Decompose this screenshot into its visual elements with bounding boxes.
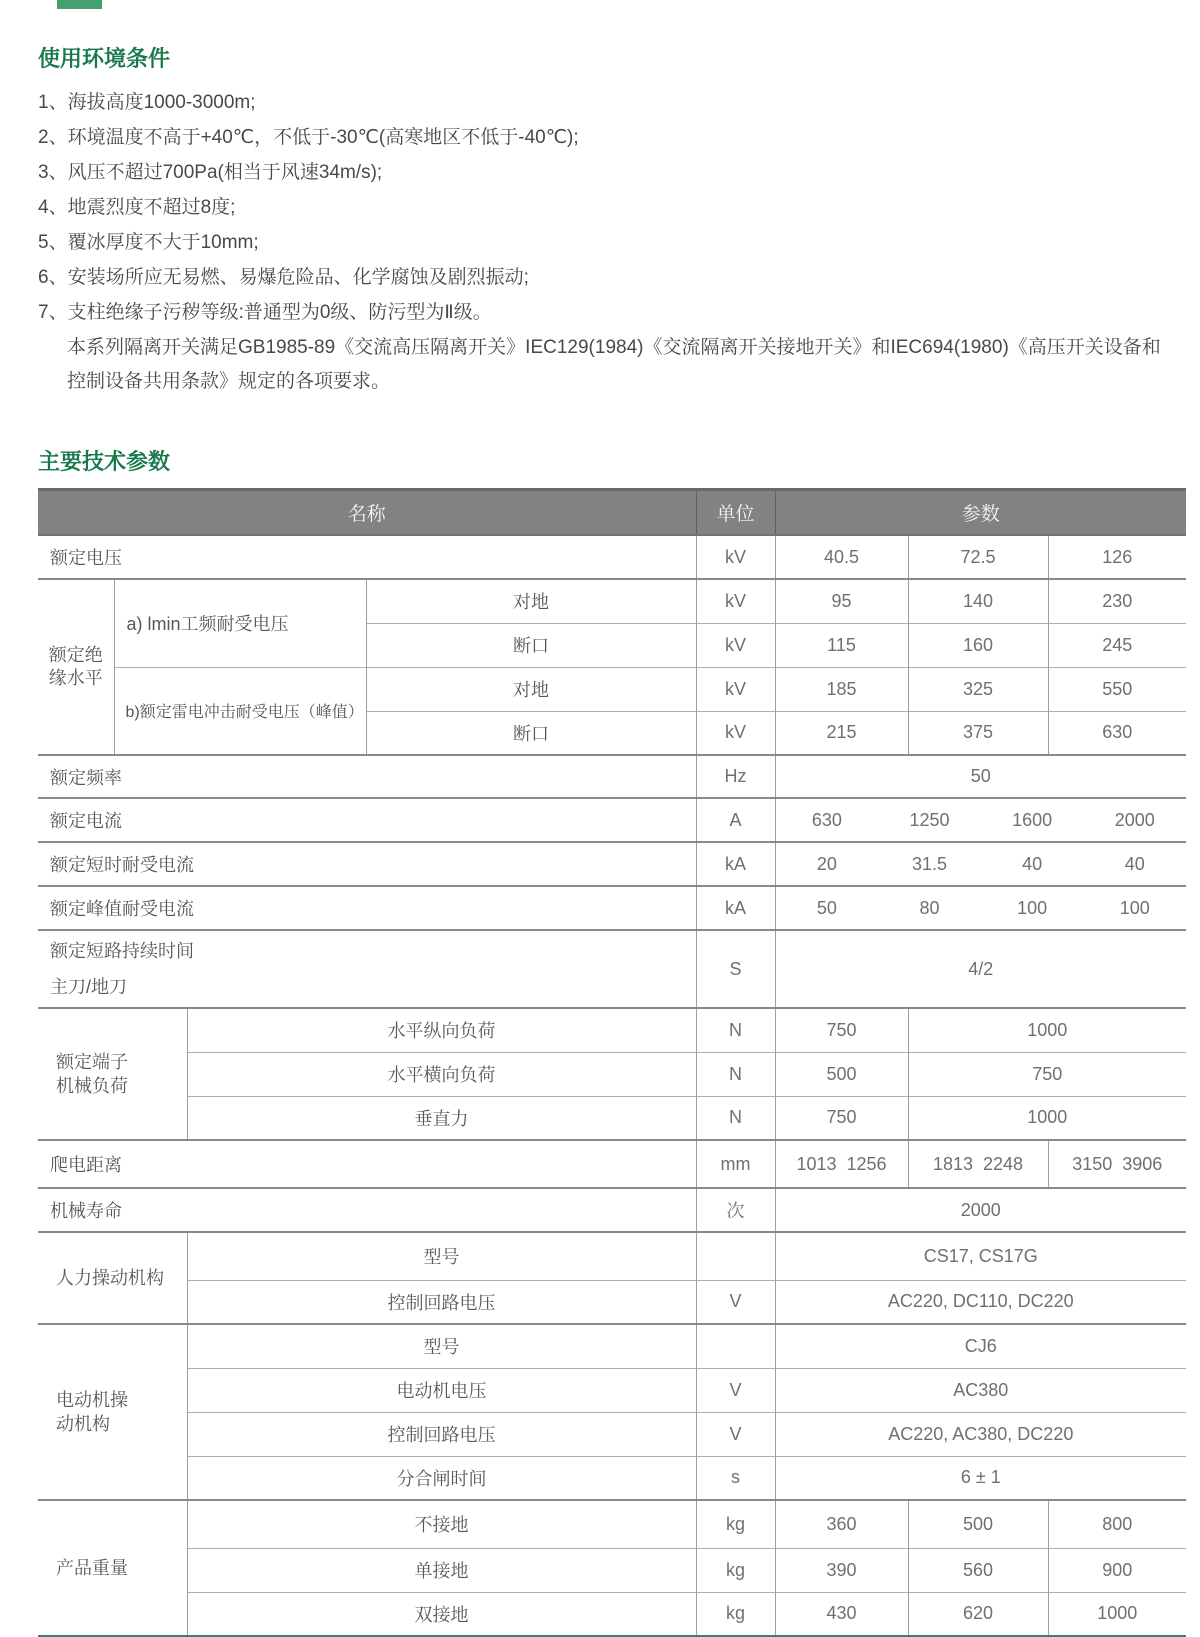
- value: 100: [1017, 897, 1048, 918]
- row-mechanical-life: [38, 1188, 1186, 1232]
- unit-cell: s: [696, 1456, 775, 1500]
- row-label: [38, 930, 696, 1008]
- sub-label: 双接地: [187, 1592, 696, 1636]
- env-item-1: 1、海拔高度1000-3000m;: [38, 92, 256, 113]
- row-rated-voltage: [38, 535, 1186, 579]
- unit-cell: N: [696, 1008, 775, 1052]
- unit-cell: kV: [696, 535, 775, 579]
- value: 31.5: [911, 853, 947, 874]
- row-peak-current: [38, 886, 1186, 930]
- row-terminal-load-3: [38, 1096, 1186, 1140]
- sub-label: 不接地: [187, 1500, 696, 1548]
- value: 50: [816, 897, 837, 918]
- value-cell: 185: [775, 667, 908, 711]
- sub-label: 断口: [366, 711, 696, 755]
- page-content: [38, 0, 1186, 1637]
- unit-cell: Hz: [696, 755, 775, 798]
- value-cell-group: [775, 886, 1186, 930]
- unit-cell: A: [696, 798, 775, 842]
- group-label-line1: 电动机操: [56, 1390, 128, 1410]
- sub-group-label-b: b)额定雷电冲击耐受电压（峰值）: [114, 667, 366, 755]
- value-cell: 95: [775, 579, 908, 623]
- value: 1600: [1012, 809, 1053, 830]
- value-cell: 375: [908, 711, 1048, 755]
- value-cell: AC220, AC380, DC220: [775, 1412, 1186, 1456]
- env-item-7: 7、支柱绝缘子污秽等级:普通型为0级、防污型为Ⅱ级。: [38, 302, 492, 323]
- header-param: 参数: [775, 490, 1186, 536]
- row-rated-current: [38, 798, 1186, 842]
- value: 2000: [1114, 809, 1155, 830]
- row-terminal-load-2: [38, 1052, 1186, 1096]
- value-cell: CJ6: [775, 1324, 1186, 1368]
- value: 40: [1022, 853, 1043, 874]
- unit-cell: kg: [696, 1500, 775, 1548]
- row-motor-mechanism-3: [38, 1412, 1186, 1456]
- sub-label: 控制回路电压: [187, 1412, 696, 1456]
- unit-cell: N: [696, 1052, 775, 1096]
- group-label-line1: 额定端子: [56, 1052, 128, 1072]
- value-cell: 750: [775, 1008, 908, 1052]
- sub-label: 水平纵向负荷: [187, 1008, 696, 1052]
- sub-label: 型号: [187, 1324, 696, 1368]
- row-rated-frequency: [38, 755, 1186, 798]
- header-name: 名称: [38, 490, 696, 536]
- unit-cell: kV: [696, 667, 775, 711]
- row-label: 额定电压: [50, 548, 122, 568]
- value-cell: 245: [1048, 623, 1186, 667]
- unit-cell: V: [696, 1280, 775, 1324]
- value-cell: 560: [908, 1548, 1048, 1592]
- unit-cell: 次: [696, 1188, 775, 1232]
- value-cell: 390: [775, 1548, 908, 1592]
- value-cell: 430: [775, 1592, 908, 1636]
- value-cell: 1000: [1048, 1592, 1186, 1636]
- value-cell: 72.5: [908, 535, 1048, 579]
- unit-cell: V: [696, 1368, 775, 1412]
- value: 20: [816, 853, 837, 874]
- tech-section-title: 主要技术参数: [38, 449, 171, 474]
- value-cell: 215: [775, 711, 908, 755]
- value-cell: 140: [908, 579, 1048, 623]
- unit-cell: kA: [696, 886, 775, 930]
- value-cell: 50: [775, 755, 1186, 798]
- row-motor-mechanism-1: [38, 1324, 1186, 1368]
- value: 40: [1124, 853, 1145, 874]
- unit-cell: kV: [696, 579, 775, 623]
- row-terminal-load-1: [38, 1008, 1186, 1052]
- unit-cell: kV: [696, 623, 775, 667]
- env-item-6: 6、安装场所应无易燃、易爆危险品、化学腐蚀及剧烈振动;: [38, 267, 529, 288]
- sub-label: 断口: [366, 623, 696, 667]
- row-label: 爬电距离: [38, 1140, 696, 1188]
- sub-label: 控制回路电压: [187, 1280, 696, 1324]
- value: 1250: [909, 809, 950, 830]
- row-short-time-current: [38, 842, 1186, 886]
- value-cell: 630: [1048, 711, 1186, 755]
- value-cell: 750: [908, 1052, 1186, 1096]
- tech-parameters-table: [38, 488, 1186, 1637]
- sub-label: 垂直力: [187, 1096, 696, 1140]
- value-cell: 325: [908, 667, 1048, 711]
- row-label: 额定短时耐受电流: [38, 842, 696, 886]
- value-cell-group: [775, 842, 1186, 886]
- header-unit: 单位: [696, 490, 775, 536]
- row-label: 额定频率: [38, 755, 696, 798]
- env-section-title: 使用环境条件: [38, 46, 171, 71]
- sub-label: 对地: [366, 579, 696, 623]
- value-cell: CS17, CS17G: [775, 1232, 1186, 1280]
- unit-cell: kV: [696, 711, 775, 755]
- value-cell: AC380: [775, 1368, 1186, 1412]
- row-insulation-b-ground: [38, 667, 1186, 711]
- group-label-line2: 缘水平: [48, 668, 103, 688]
- value-cell: 160: [908, 623, 1048, 667]
- value-cell: 550: [1048, 667, 1186, 711]
- table-header-row: [38, 490, 1186, 536]
- row-product-weight-3: [38, 1592, 1186, 1636]
- row-manual-mechanism-1: [38, 1232, 1186, 1280]
- value-cell: 1000: [908, 1008, 1186, 1052]
- sub-label: 单接地: [187, 1548, 696, 1592]
- value-cell: 1813 2248: [908, 1140, 1048, 1188]
- row-insulation-a-ground: [38, 579, 1186, 623]
- env-item-2: 2、环境温度不高于+40℃，不低于-30℃(高寒地区不低于-40℃);: [38, 127, 579, 148]
- value-cell: 1000: [908, 1096, 1186, 1140]
- value-cell: 6 ± 1: [775, 1456, 1186, 1500]
- value: 80: [919, 897, 940, 918]
- value-cell: 230: [1048, 579, 1186, 623]
- sub-label: 对地: [366, 667, 696, 711]
- unit-cell: kA: [696, 842, 775, 886]
- group-label-motor-mechanism: [38, 1324, 187, 1500]
- value-cell: 4/2: [775, 930, 1186, 1008]
- row-creepage-distance: [38, 1140, 1186, 1188]
- sub-label: 电动机电压: [187, 1368, 696, 1412]
- row-motor-mechanism-4: [38, 1456, 1186, 1500]
- value-cell: 500: [775, 1052, 908, 1096]
- env-item-3: 3、风压不超过700Pa(相当于风速34m/s);: [38, 162, 383, 183]
- env-item-4: 4、地震烈度不超过8度;: [38, 197, 236, 218]
- row-label: 机械寿命: [38, 1188, 696, 1232]
- row-motor-mechanism-2: [38, 1368, 1186, 1412]
- value-cell: 360: [775, 1500, 908, 1548]
- group-label-terminal-load: [38, 1008, 187, 1140]
- row-label: 额定电流: [38, 798, 696, 842]
- value: 630: [811, 809, 842, 830]
- unit-cell: kg: [696, 1548, 775, 1592]
- group-label-manual-mechanism: 人力操动机构: [38, 1232, 187, 1324]
- sub-label: 水平横向负荷: [187, 1052, 696, 1096]
- value-cell: 900: [1048, 1548, 1186, 1592]
- unit-cell: [696, 1324, 775, 1368]
- group-label-line2: 机械负荷: [56, 1076, 128, 1096]
- value-cell: 750: [775, 1096, 908, 1140]
- row-product-weight-2: [38, 1548, 1186, 1592]
- value-cell: 800: [1048, 1500, 1186, 1548]
- sub-group-label-a: a) lmin工频耐受电压: [114, 579, 366, 667]
- env-item-5: 5、覆冰厚度不大于10mm;: [38, 232, 259, 253]
- unit-cell: kg: [696, 1592, 775, 1636]
- unit-cell: [696, 1232, 775, 1280]
- value-cell: 115: [775, 623, 908, 667]
- row-manual-mechanism-2: [38, 1280, 1186, 1324]
- unit-cell: N: [696, 1096, 775, 1140]
- value-cell: AC220, DC110, DC220: [775, 1280, 1186, 1324]
- value-cell: 126: [1048, 535, 1186, 579]
- value-cell: 500: [908, 1500, 1048, 1548]
- group-label-product-weight: 产品重量: [38, 1500, 187, 1636]
- unit-cell: S: [696, 930, 775, 1008]
- value-cell: 2000: [775, 1188, 1186, 1232]
- row-product-weight-1: [38, 1500, 1186, 1548]
- group-label-insulation: [38, 579, 114, 755]
- row-short-circuit-duration: [38, 930, 1186, 1008]
- sub-label: 分合闸时间: [187, 1456, 696, 1500]
- group-label-line2: 动机构: [56, 1414, 110, 1434]
- value-cell: 3150 3906: [1048, 1140, 1186, 1188]
- row-label-line2: 主刀/地刀: [50, 977, 128, 997]
- value: 100: [1119, 897, 1150, 918]
- sub-label: 型号: [187, 1232, 696, 1280]
- env-conditions-list: [38, 85, 1186, 330]
- value-cell: 40.5: [775, 535, 908, 579]
- value-cell: 620: [908, 1592, 1048, 1636]
- standards-note: 本系列隔离开关满足GB1985-89《交流高压隔离开关》IEC129(1984)《交流隔离开关接地开关》和IEC694(1980)《高压开关设备和控制设备共用条款》规定的各项要求。: [67, 337, 1161, 392]
- row-label-line1: 额定短路持续时间: [50, 941, 194, 961]
- unit-cell: mm: [696, 1140, 775, 1188]
- row-label: 额定峰值耐受电流: [38, 886, 696, 930]
- group-label-line1: 额定绝: [48, 645, 103, 665]
- value-cell: 1013 1256: [775, 1140, 908, 1188]
- unit-cell: V: [696, 1412, 775, 1456]
- value-cell-group: [775, 798, 1186, 842]
